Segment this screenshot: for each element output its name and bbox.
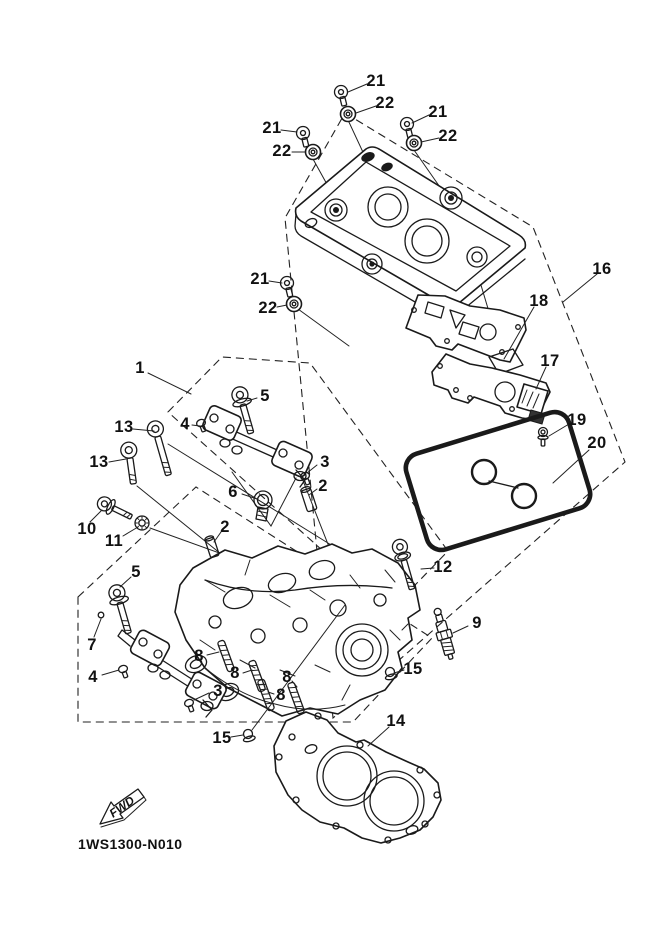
cylinder-plug-icon xyxy=(300,486,317,512)
callout-19[interactable]: 19 xyxy=(567,410,587,429)
callout-10[interactable]: 10 xyxy=(77,519,97,538)
callout-9[interactable]: 9 xyxy=(472,613,482,632)
grommet-icon xyxy=(306,145,321,160)
spark-plug-icon xyxy=(429,606,458,661)
cylinder-head-cover xyxy=(295,147,525,319)
callout-4-upper[interactable]: 4 xyxy=(180,414,190,433)
callout-8-c[interactable]: 8 xyxy=(282,667,292,686)
socket-bolt-icon xyxy=(120,441,142,485)
callout-22-right[interactable]: 22 xyxy=(438,126,458,145)
callout-21-left[interactable]: 21 xyxy=(262,118,282,137)
callout-7[interactable]: 7 xyxy=(87,635,97,654)
callout-22-top[interactable]: 22 xyxy=(375,93,395,112)
bolt-icon xyxy=(335,86,348,107)
callout-5-lower[interactable]: 5 xyxy=(131,562,141,581)
pin-7-icon xyxy=(98,612,104,618)
callout-20[interactable]: 20 xyxy=(587,433,607,452)
callout-8-d[interactable]: 8 xyxy=(276,685,286,704)
callout-16[interactable]: 16 xyxy=(592,259,612,278)
grommet-icon xyxy=(407,136,422,151)
callout-21-right[interactable]: 21 xyxy=(428,102,448,121)
bracket-bolt-19-icon xyxy=(538,428,548,447)
callout-22-left[interactable]: 22 xyxy=(272,141,292,160)
callout-15-b[interactable]: 15 xyxy=(212,728,232,747)
callout-3-upper[interactable]: 3 xyxy=(320,452,330,471)
flange-bolt-icon xyxy=(95,494,135,525)
callout-11[interactable]: 11 xyxy=(104,531,124,550)
grommet-icon xyxy=(287,297,302,312)
bolt-icon xyxy=(297,127,310,148)
callout-4-lower[interactable]: 4 xyxy=(88,667,98,686)
callout-8-b[interactable]: 8 xyxy=(230,663,240,682)
grommet-icon xyxy=(341,107,356,122)
callout-2-lower[interactable]: 2 xyxy=(220,517,230,536)
socket-bolt-icon xyxy=(145,419,176,477)
callout-1[interactable]: 1 xyxy=(135,358,145,377)
callout-12[interactable]: 12 xyxy=(433,557,453,576)
callout-14[interactable]: 14 xyxy=(386,711,406,730)
plug-bolt-icon xyxy=(254,491,272,521)
head-cover-gasket xyxy=(402,408,594,553)
fwd-badge xyxy=(100,789,146,827)
flange-bolt-icon xyxy=(106,583,138,636)
callout-21-lower[interactable]: 21 xyxy=(250,269,270,288)
bolt-icon xyxy=(281,277,294,298)
callout-13-b[interactable]: 13 xyxy=(89,452,109,471)
callout-3-lower[interactable]: 3 xyxy=(213,681,223,700)
callout-2-upper[interactable]: 2 xyxy=(318,476,328,495)
callout-15-a[interactable]: 15 xyxy=(403,659,423,678)
callout-8-a[interactable]: 8 xyxy=(194,646,204,665)
callout-21-top[interactable]: 21 xyxy=(366,71,386,90)
callout-17[interactable]: 17 xyxy=(540,351,560,370)
callout-22-lower[interactable]: 22 xyxy=(258,298,278,317)
drawing-number: 1WS1300-N010 xyxy=(78,836,183,852)
dowel-pin-icon xyxy=(184,698,197,713)
callout-13-a[interactable]: 13 xyxy=(114,417,134,436)
callout-6[interactable]: 6 xyxy=(228,482,238,501)
fwd-label: FWD xyxy=(106,793,138,821)
cap-nut-icon xyxy=(241,728,256,743)
callout-18[interactable]: 18 xyxy=(529,291,549,310)
callout-5-upper[interactable]: 5 xyxy=(260,386,270,405)
cylinder-head-gasket xyxy=(274,712,441,843)
dowel-pin-icon xyxy=(118,664,131,679)
